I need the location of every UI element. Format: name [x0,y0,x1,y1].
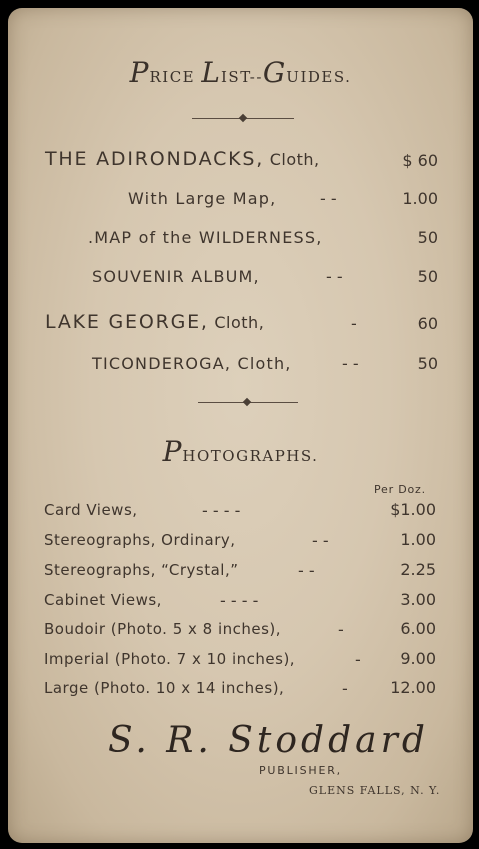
photo-item-price: 12.00 [390,678,436,697]
photo-item-price: 2.25 [400,560,436,579]
guide-price: 50 [417,267,438,286]
guide-title: .MAP of the WILDERNESS, [88,228,323,247]
photo-item-dashes: - [342,679,348,698]
price-list-card [8,8,473,843]
guide-title: SOUVENIR ALBUM, [92,267,260,286]
photo-item-label: Boudoir (Photo. 5 x 8 inches), [44,620,282,638]
photo-item-label: Stereographs, “Crystal,” [44,561,239,579]
guide-price: 50 [417,228,438,247]
guide-dashes: - - [326,267,343,286]
photo-item-price: 3.00 [400,590,436,609]
page-title: PRICE LIST--GUIDES. [129,56,352,89]
guide-dashes: - [351,314,357,333]
guide-title: With Large Map, [128,189,277,208]
photo-item-price: 6.00 [400,619,436,638]
guide-title: LAKE GEORGE, Cloth, [45,311,265,333]
guide-price: $ 60 [402,151,438,170]
publisher-signature: S. R. Stoddard [108,720,429,761]
photo-item-price: 9.00 [400,649,436,668]
photo-item-label: Cabinet Views, [44,591,162,609]
photo-item-dashes: - - - - [202,501,241,520]
photo-item-dashes: - [338,620,344,639]
guide-dashes: - - [320,189,337,208]
diamond-icon [243,398,251,406]
guide-price: 60 [417,314,438,333]
photo-item-price: $1.00 [390,500,436,519]
photo-item-label: Stereographs, Ordinary, [44,531,236,549]
photo-item-dashes: - - [298,561,315,580]
publisher-location: GLENS FALLS, N. Y. [309,784,441,797]
photo-item-price: 1.00 [400,530,436,549]
guide-title: THE ADIRONDACKS, Cloth, [45,148,320,170]
photographs-heading: PHOTOGRAPHS. [162,435,319,468]
photo-item-dashes: - - [312,531,329,550]
guide-price: 1.00 [402,189,438,208]
guide-dashes: - - [342,354,359,373]
photo-item-label: Imperial (Photo. 7 x 10 inches), [44,650,296,668]
per-doz-label: Per Doz. [374,483,426,496]
photo-item-label: Card Views, [44,501,138,519]
photo-item-dashes: - [355,650,361,669]
guide-title: TICONDEROGA, Cloth, [92,354,292,373]
publisher-label: PUBLISHER, [259,764,342,777]
photo-item-label: Large (Photo. 10 x 14 inches), [44,679,285,697]
photo-item-dashes: - - - - [220,591,259,610]
diamond-icon [239,114,247,122]
guide-price: 50 [417,354,438,373]
